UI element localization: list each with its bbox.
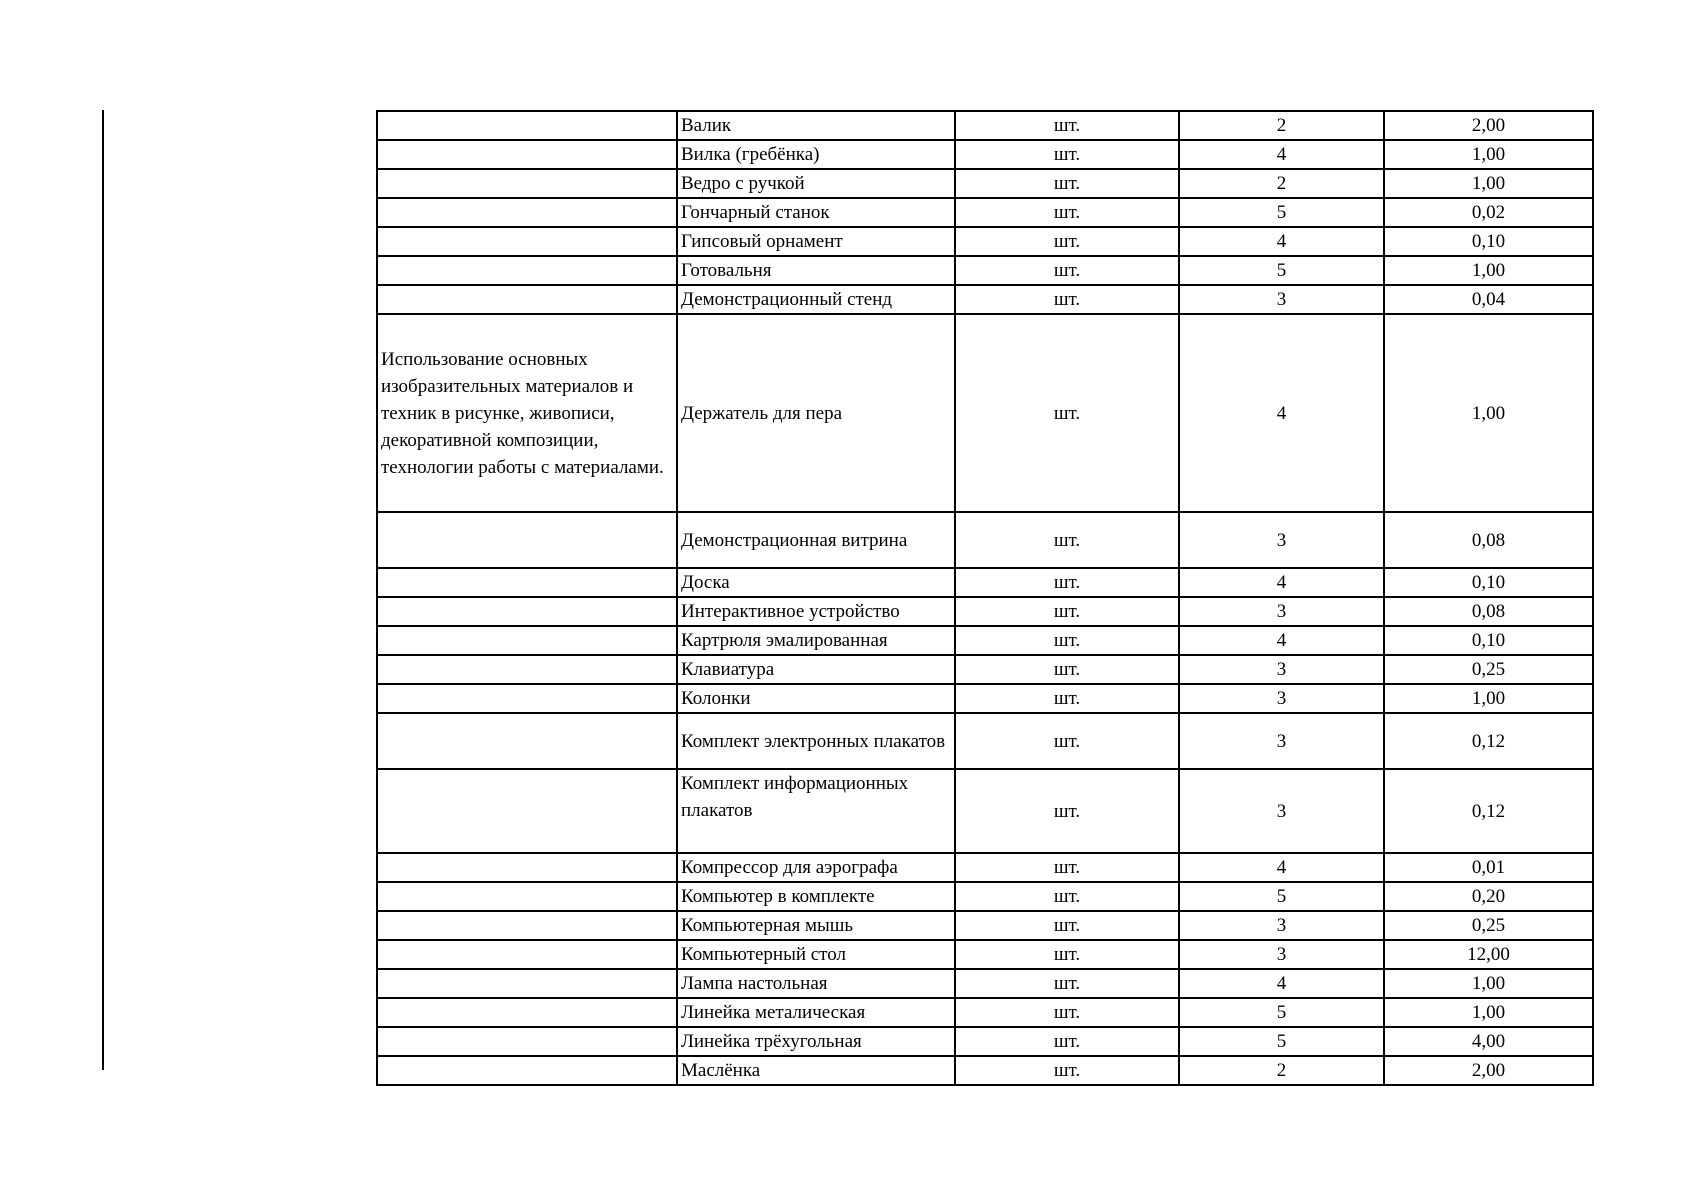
item-cell: Лампа настольная [677,969,955,998]
table-row [377,882,1593,911]
section-cell [377,684,677,713]
table-row [377,769,1593,853]
unit-cell: шт. [955,769,1179,853]
table-row [377,568,1593,597]
item-cell: Гипсовый орнамент [677,227,955,256]
unit-cell: шт. [955,969,1179,998]
quantity-cell: 5 [1179,198,1384,227]
section-cell [377,853,677,882]
quantity-cell: 2 [1179,1056,1384,1085]
coefficient-cell: 1,00 [1384,684,1593,713]
unit-cell: шт. [955,285,1179,314]
coefficient-cell: 1,00 [1384,969,1593,998]
table-row [377,713,1593,769]
item-cell: Ведро с ручкой [677,169,955,198]
item-cell: Компьютерный стол [677,940,955,969]
quantity-cell: 3 [1179,940,1384,969]
section-cell [377,1056,677,1085]
unit-cell: шт. [955,713,1179,769]
unit-cell: шт. [955,198,1179,227]
item-cell: Клавиатура [677,655,955,684]
section-cell [377,285,677,314]
table-row [377,111,1593,140]
coefficient-cell: 0,04 [1384,285,1593,314]
table-row [377,597,1593,626]
unit-cell: шт. [955,169,1179,198]
unit-cell: шт. [955,256,1179,285]
unit-cell: шт. [955,568,1179,597]
quantity-cell: 3 [1179,713,1384,769]
item-cell: Демонстрационный стенд [677,285,955,314]
item-cell: Готовальня [677,256,955,285]
coefficient-cell: 0,10 [1384,568,1593,597]
unit-cell: шт. [955,314,1179,512]
coefficient-cell: 0,10 [1384,626,1593,655]
coefficient-cell: 1,00 [1384,256,1593,285]
quantity-cell: 5 [1179,998,1384,1027]
equipment-table [376,110,1594,1086]
table-row [377,911,1593,940]
section-cell [377,198,677,227]
table-row [377,684,1593,713]
section-cell [377,568,677,597]
table-row [377,969,1593,998]
table-row [377,227,1593,256]
section-cell [377,1027,677,1056]
table-row [377,169,1593,198]
item-cell: Колонки [677,684,955,713]
coefficient-cell: 0,12 [1384,769,1593,853]
quantity-cell: 3 [1179,655,1384,684]
section-cell [377,140,677,169]
item-cell: Вилка (гребёнка) [677,140,955,169]
section-cell [377,227,677,256]
item-cell: Доска [677,568,955,597]
quantity-cell: 3 [1179,769,1384,853]
table-row [377,998,1593,1027]
section-cell [377,626,677,655]
table-row [377,853,1593,882]
coefficient-cell: 12,00 [1384,940,1593,969]
unit-cell: шт. [955,512,1179,568]
coefficient-cell: 0,01 [1384,853,1593,882]
unit-cell: шт. [955,911,1179,940]
item-cell: Линейка трёхугольная [677,1027,955,1056]
quantity-cell: 2 [1179,169,1384,198]
table-row [377,285,1593,314]
quantity-cell: 4 [1179,314,1384,512]
item-cell: Гончарный станок [677,198,955,227]
coefficient-cell: 1,00 [1384,998,1593,1027]
section-cell [377,169,677,198]
table-row [377,512,1593,568]
item-cell: Комплект информационных плакатов [677,769,955,853]
coefficient-cell: 0,25 [1384,911,1593,940]
table-row [377,198,1593,227]
section-cell [377,769,677,853]
quantity-cell: 4 [1179,227,1384,256]
table-row [377,940,1593,969]
quantity-cell: 2 [1179,111,1384,140]
section-cell [377,969,677,998]
quantity-cell: 3 [1179,597,1384,626]
coefficient-cell: 0,25 [1384,655,1593,684]
coefficient-cell: 2,00 [1384,1056,1593,1085]
coefficient-cell: 1,00 [1384,140,1593,169]
section-cell [377,512,677,568]
section-cell [377,655,677,684]
section-cell [377,998,677,1027]
section-cell [377,111,677,140]
unit-cell: шт. [955,1027,1179,1056]
item-cell: Интерактивное устройство [677,597,955,626]
unit-cell: шт. [955,227,1179,256]
coefficient-cell: 4,00 [1384,1027,1593,1056]
unit-cell: шт. [955,111,1179,140]
item-cell: Компьютер в комплекте [677,882,955,911]
unit-cell: шт. [955,684,1179,713]
section-cell: Использование основных изобразительных материалов и техник в рисунке, живописи, декоративной композиции, технологии работы с материалами. [377,314,677,512]
item-cell: Маслёнка [677,1056,955,1085]
section-cell [377,597,677,626]
unit-cell: шт. [955,853,1179,882]
table-row [377,1056,1593,1085]
unit-cell: шт. [955,626,1179,655]
item-cell: Линейка металическая [677,998,955,1027]
table-row [377,655,1593,684]
item-cell: Компьютерная мышь [677,911,955,940]
coefficient-cell: 0,08 [1384,512,1593,568]
quantity-cell: 5 [1179,1027,1384,1056]
quantity-cell: 5 [1179,256,1384,285]
quantity-cell: 3 [1179,512,1384,568]
unit-cell: шт. [955,882,1179,911]
item-cell: Демонстрационная витрина [677,512,955,568]
table-row [377,140,1593,169]
quantity-cell: 4 [1179,626,1384,655]
unit-cell: шт. [955,1056,1179,1085]
section-cell [377,882,677,911]
section-cell [377,911,677,940]
quantity-cell: 4 [1179,568,1384,597]
table-row [377,626,1593,655]
quantity-cell: 4 [1179,969,1384,998]
item-cell: Компрессор для аэрографа [677,853,955,882]
item-cell: Валик [677,111,955,140]
coefficient-cell: 0,10 [1384,227,1593,256]
coefficient-cell: 1,00 [1384,169,1593,198]
coefficient-cell: 2,00 [1384,111,1593,140]
section-cell [377,713,677,769]
unit-cell: шт. [955,597,1179,626]
table-row [377,256,1593,285]
quantity-cell: 3 [1179,911,1384,940]
item-cell: Комплект электронных плакатов [677,713,955,769]
quantity-cell: 4 [1179,853,1384,882]
quantity-cell: 3 [1179,285,1384,314]
quantity-cell: 4 [1179,140,1384,169]
coefficient-cell: 0,08 [1384,597,1593,626]
unit-cell: шт. [955,140,1179,169]
coefficient-cell: 1,00 [1384,314,1593,512]
section-cell [377,256,677,285]
section-cell [377,940,677,969]
table-row [377,1027,1593,1056]
left-margin-rule [102,110,104,1070]
unit-cell: шт. [955,655,1179,684]
coefficient-cell: 0,12 [1384,713,1593,769]
quantity-cell: 5 [1179,882,1384,911]
table-row [377,314,1593,512]
quantity-cell: 3 [1179,684,1384,713]
coefficient-cell: 0,20 [1384,882,1593,911]
coefficient-cell: 0,02 [1384,198,1593,227]
unit-cell: шт. [955,940,1179,969]
item-cell: Держатель для пера [677,314,955,512]
item-cell: Картрюля эмалированная [677,626,955,655]
equipment-table-body [377,111,1593,1085]
unit-cell: шт. [955,998,1179,1027]
